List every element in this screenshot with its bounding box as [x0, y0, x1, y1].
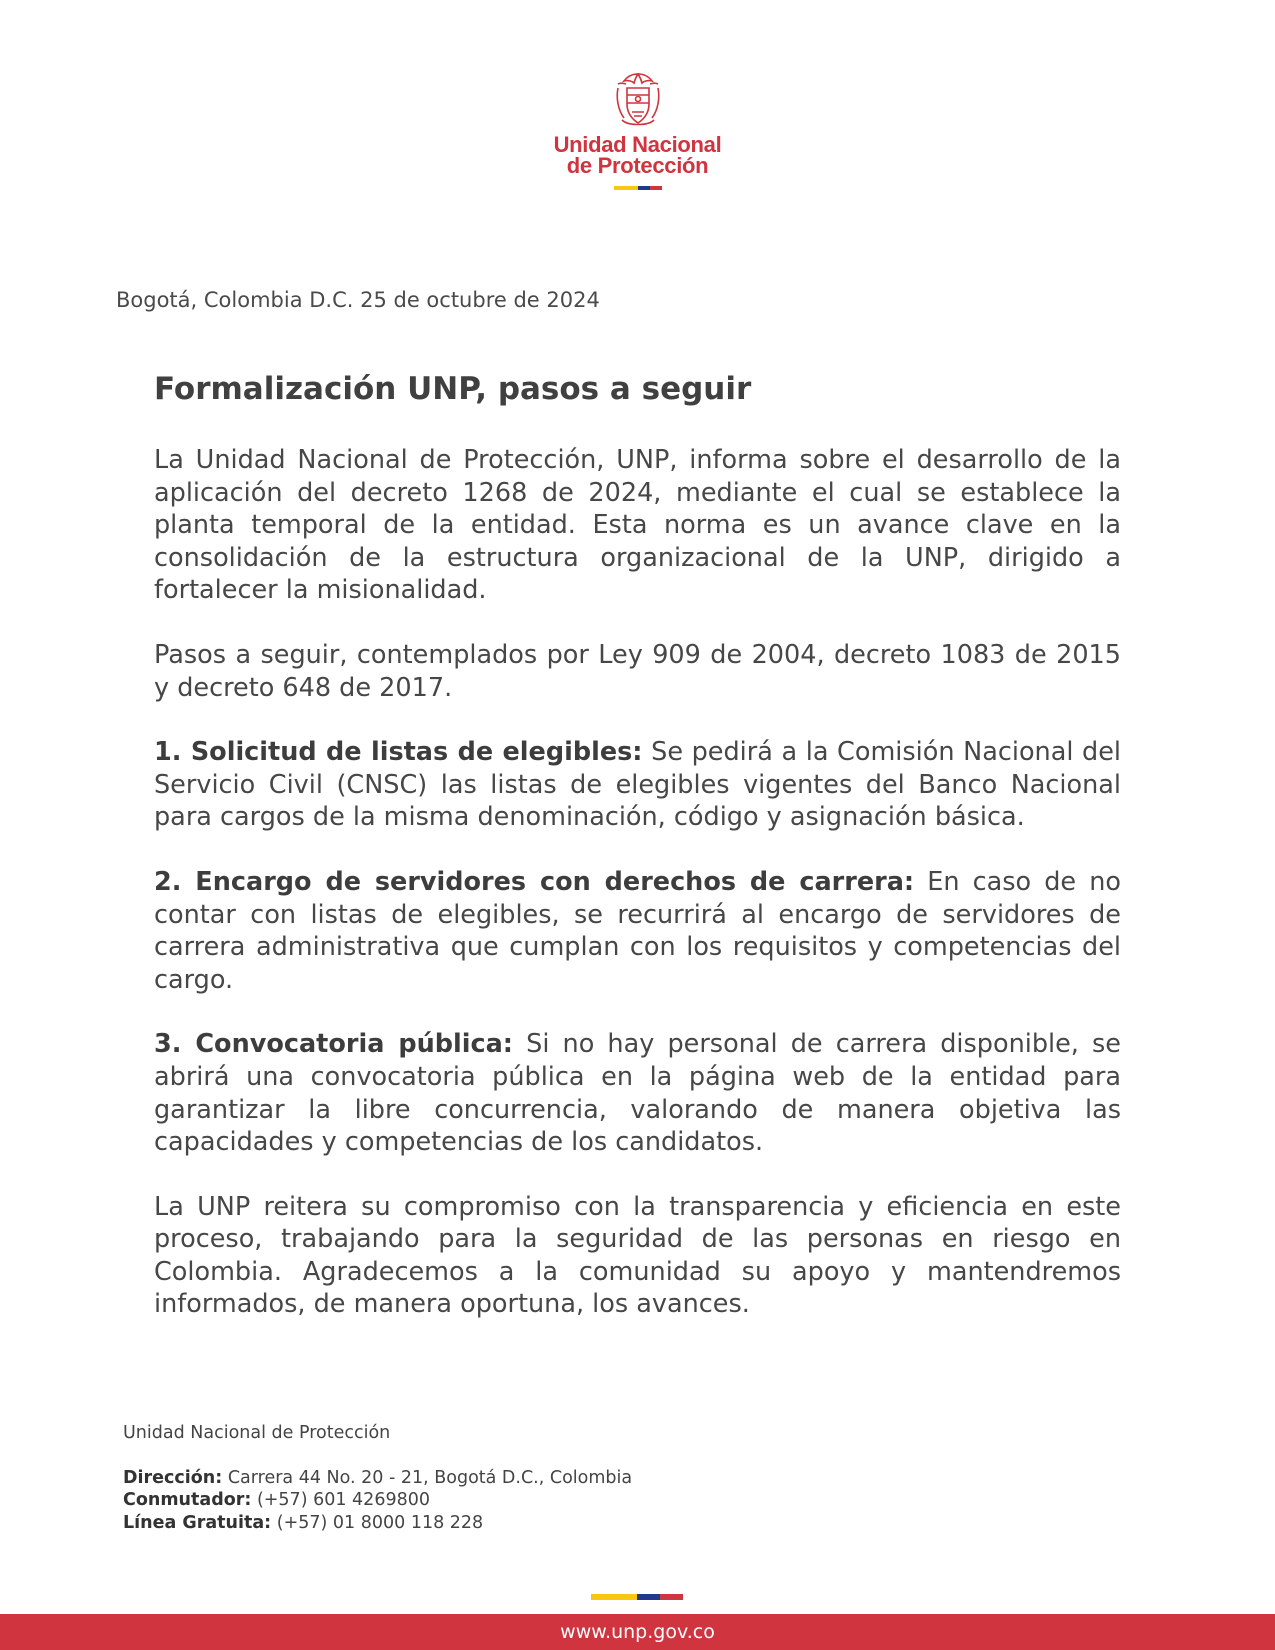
- step-1: [154, 736, 1121, 834]
- step-2: [154, 866, 1121, 996]
- bottom-flag-red: [660, 1594, 683, 1600]
- header: [0, 70, 1275, 190]
- coat-of-arms-icon: [610, 70, 666, 130]
- step-1-heading: 1. Solicitud de listas de elegibles:: [154, 737, 643, 768]
- flag-blue: [638, 186, 650, 190]
- date-line: Bogotá, Colombia D.C. 25 de octubre de 2024: [116, 288, 600, 312]
- steps-intro-paragraph: Pasos a seguir, contemplados por Ley 909 de 2004, decreto 1083 de 2015 y decreto 648 de 2017.: [154, 639, 1121, 703]
- phone-value: (+57) 601 4269800: [251, 1490, 430, 1510]
- footer-org: Unidad Nacional de Protección: [123, 1423, 391, 1443]
- bottom-flag-stripe: [591, 1594, 683, 1600]
- address-label: Dirección:: [123, 1467, 223, 1488]
- step-3-text: Si no hay personal de carrera disponible, se abrirá una convocatoria pública en la página web de la entidad para garantizar la libre concurrencia, valorando de manera objetiva las capacidades y competencias de los candidatos.: [154, 1029, 1121, 1158]
- website-link[interactable]: www.unp.gov.co: [560, 1621, 715, 1643]
- intro-paragraph: La Unidad Nacional de Protección, UNP, informa sobre el desarrollo de la aplicación del decreto 1268 de 2024, mediante el cual se establece la planta temporal de la entidad. Esta norma es un avance clave en la consolidación de la estructura organizacional de la UNP, dirigido a fortalecer la misionalidad.: [154, 445, 1121, 606]
- footer-info: [123, 1422, 632, 1534]
- footer-free-line: [123, 1512, 632, 1535]
- main-content: [154, 369, 1121, 1353]
- free-line-value: (+57) 01 8000 118 228: [271, 1512, 484, 1533]
- footer-address: [123, 1467, 632, 1490]
- bottom-flag-yellow: [591, 1594, 637, 1600]
- phone-label: Conmutador:: [123, 1490, 252, 1510]
- flag-red: [650, 186, 662, 190]
- page-title: Formalización UNP, pasos a seguir: [154, 371, 752, 407]
- footer-phone: [123, 1489, 632, 1512]
- org-name-line2: de Protección: [566, 153, 709, 178]
- step-2-text: En caso de no contar con listas de elegibles, se recurrirá al encargo de servidores de carrera administrativa que cumplan con los requisitos y competencias del cargo.: [154, 866, 1121, 995]
- closing-paragraph: La UNP reitera su compromiso con la transparencia y eficiencia en este proceso, trabajando para la seguridad de las personas en riesgo en Colombia. Agradecemos a la comunidad su apoyo y mantendremos informados, de manera oportuna, los avances.: [154, 1191, 1121, 1320]
- step-3: [154, 1028, 1121, 1158]
- step-2-heading: 2. Encargo de servidores con derechos de carrera:: [154, 866, 915, 897]
- footer-bar: [0, 1614, 1275, 1650]
- bottom-flag-blue: [637, 1594, 660, 1600]
- step-3-heading: 3. Convocatoria pública:: [154, 1029, 513, 1060]
- step-1-text: Se pedirá a la Comisión Nacional del Servicio Civil (CNSC) las listas de elegibles vigentes del Banco Nacional para cargos de la misma denominación, código y asignación básica.: [154, 737, 1121, 833]
- flag-yellow: [614, 186, 638, 190]
- address-value: Carrera 44 No. 20 - 21, Bogotá D.C., Colombia: [222, 1467, 633, 1488]
- org-name-line1: Unidad Nacional: [553, 132, 722, 157]
- free-line-label: Línea Gratuita:: [123, 1512, 272, 1533]
- flag-stripe: [0, 186, 1275, 190]
